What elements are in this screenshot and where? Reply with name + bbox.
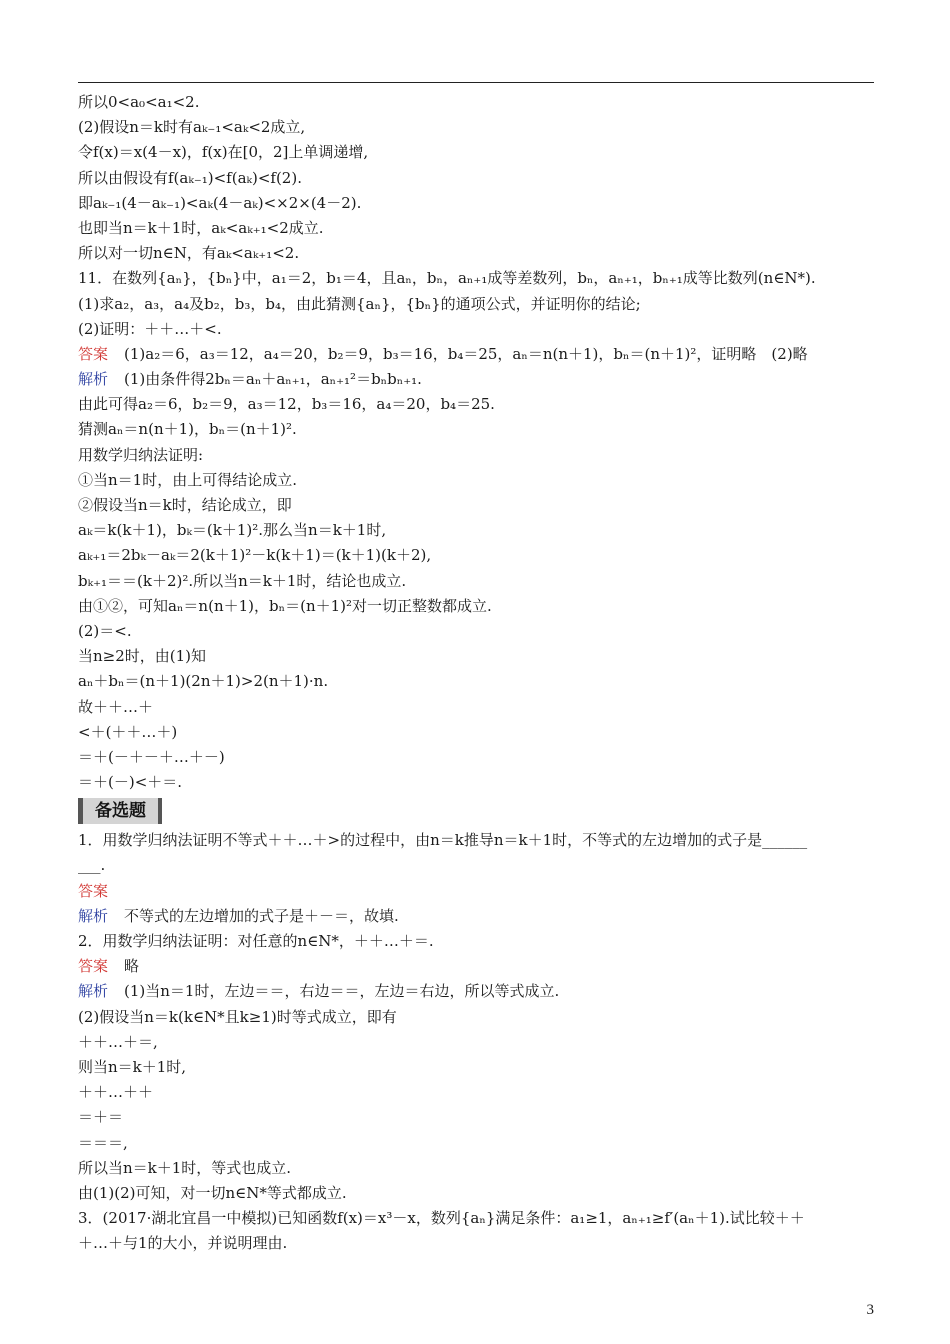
text-line: aₖ₊₁＝2bₖ－aₖ＝2(k＋1)²－k(k＋1)＝(k＋1)(k＋2), — [78, 546, 432, 565]
answer-line — [78, 342, 878, 367]
answer-text: (1)a₂＝6，a₃＝12，a₄＝20，b₂＝9，b₃＝16，b₄＝25，aₙ＝n(n＋1)，bₙ＝(n＋1)²，证明略 (2)略 — [124, 344, 808, 363]
header-rule — [78, 82, 874, 83]
text-line: ＋＋…＋＝, — [78, 1032, 158, 1051]
analysis-line — [78, 979, 878, 1004]
text-line: 猜测aₙ＝n(n＋1)，bₙ＝(n＋1)². — [78, 420, 297, 439]
text-line: 所以0<a₀<a₁<2. — [78, 93, 200, 111]
text-line: 令f(x)＝x(4－x)，f(x)在[0，2]上单调递增, — [78, 143, 369, 162]
question-3: 3．(2017·湖北宜昌一中模拟)已知函数f(x)＝x³－x，数列{aₙ}满足条件：a₁≥1，aₙ₊₁≥f′(aₙ＋1).试比较＋＋ — [78, 1209, 805, 1228]
answer-label: 答案 — [78, 957, 109, 976]
analysis-label: 解析 — [78, 906, 109, 925]
text-line: ＋…＋与1的大小，并说明理由. — [78, 1234, 288, 1253]
text-line: 所以当n＝k＋1时，等式也成立. — [78, 1158, 292, 1177]
text-line: 由①②，可知aₙ＝n(n＋1)，bₙ＝(n＋1)²对一切正整数都成立. — [78, 596, 492, 615]
text-line: 当n≥2时，由(1)知 — [78, 647, 207, 666]
text-line: 也即当n＝k＋1时，aₖ<aₖ₊₁<2成立. — [78, 218, 324, 237]
text-line: 由(1)(2)可知，对一切n∈N*等式都成立. — [78, 1183, 347, 1202]
analysis-text: (1)当n＝1时，左边＝＝，右边＝＝，左边＝右边，所以等式成立. — [124, 982, 560, 1001]
text-line: aₙ＋bₙ＝(n＋1)(2n＋1)>2(n＋1)·n. — [78, 672, 329, 691]
text-line: ___. — [78, 856, 106, 875]
text-line: ＝＝＝, — [78, 1133, 128, 1152]
text-line: (2)假设当n＝k(k∈N*且k≥1)时等式成立，即有 — [78, 1007, 397, 1026]
analysis-line — [78, 367, 878, 392]
analysis-text: 不等式的左边增加的式子是＋－＝，故填. — [124, 906, 399, 925]
text-line: 即aₖ₋₁(4－aₖ₋₁)<aₖ(4－aₖ)<×2×(4－2). — [78, 193, 362, 212]
text-line: ②假设当n＝k时，结论成立，即 — [78, 496, 292, 514]
text-line: (2)证明：＋＋…＋<. — [78, 319, 222, 338]
text-line: (2)假设n＝k时有aₖ₋₁<aₖ<2成立, — [78, 118, 306, 137]
section-title: 备选题 — [78, 798, 162, 824]
text-line: 所以对一切n∈N，有aₖ<aₖ₊₁<2. — [78, 244, 300, 263]
analysis-text: (1)由条件得2bₙ＝aₙ＋aₙ₊₁，aₙ₊₁²＝bₙbₙ₊₁. — [124, 370, 422, 389]
answer-line — [78, 879, 878, 904]
page-number: 3 — [866, 1302, 874, 1318]
answer-line — [78, 954, 878, 979]
text-line: 故＋＋…＋ — [78, 697, 154, 716]
text-line: ＝＋＝ — [78, 1108, 124, 1127]
document-body — [78, 90, 878, 1256]
text-line: aₖ＝k(k＋1)，bₖ＝(k＋1)².那么当n＝k＋1时, — [78, 521, 387, 540]
text-line: ＝＋(－＋－＋…＋－) — [78, 747, 225, 766]
text-line: 则当n＝k＋1时, — [78, 1057, 187, 1076]
text-line: bₖ₊₁＝＝(k＋2)².所以当n＝k＋1时，结论也成立. — [78, 571, 407, 590]
text-line: 所以由假设有f(aₖ₋₁)<f(aₖ)<f(2). — [78, 168, 302, 187]
text-line: (2)＝<. — [78, 621, 132, 640]
question-11: 11．在数列{aₙ}，{bₙ}中，a₁＝2，b₁＝4，且aₙ，bₙ，aₙ₊₁成等差数列，bₙ，aₙ₊₁，bₙ₊₁成等比数列(n∈N*). — [78, 269, 816, 288]
text-line: (1)求a₂，a₃，a₄及b₂，b₃，b₄，由此猜测{aₙ}，{bₙ}的通项公式，并证明你的结论; — [78, 294, 641, 313]
answer-label: 答案 — [78, 344, 109, 363]
question-2: 2．用数学归纳法证明：对任意的n∈N*，＋＋…＋＝. — [78, 932, 434, 950]
text-line: <＋(＋＋…＋) — [78, 722, 178, 741]
analysis-line — [78, 904, 878, 929]
question-1: 1．用数学归纳法证明不等式＋＋…＋>的过程中，由n＝k推导n＝k＋1时，不等式的左边增加的式子是______ — [78, 831, 808, 850]
text-line: 用数学归纳法证明: — [78, 445, 204, 464]
text-line: ①当n＝1时，由上可得结论成立. — [78, 470, 297, 489]
answer-label: 答案 — [78, 881, 109, 900]
analysis-label: 解析 — [78, 370, 109, 389]
text-line: ＋＋…＋＋ — [78, 1083, 154, 1102]
answer-text: 略 — [124, 957, 140, 976]
text-line: ＝＋(－)<＋＝. — [78, 773, 183, 792]
text-line: 由此可得a₂＝6，b₂＝9，a₃＝12，b₃＝16，a₄＝20，b₄＝25. — [78, 395, 495, 414]
analysis-label: 解析 — [78, 982, 109, 1001]
